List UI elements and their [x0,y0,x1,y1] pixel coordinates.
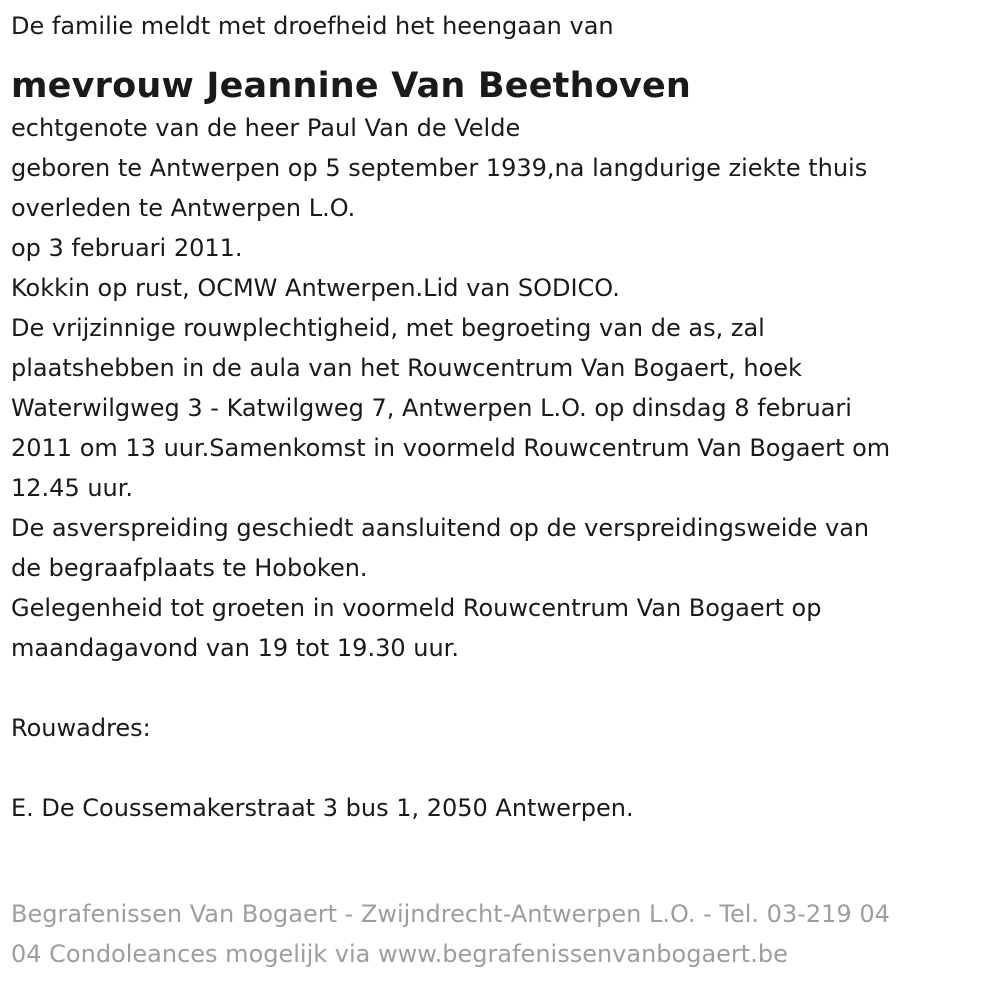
ash-scattering-line: de begraafplaats te Hoboken. [11,554,368,582]
visitation-line: Gelegenheid tot groeten in voormeld Rouwcentrum Van Bogaert op [11,594,822,622]
footer-line: 04 Condoleances mogelijk via www.begrafenissenvanbogaert.be [11,940,788,968]
deceased-name: mevrouw Jeannine Van Beethoven [11,66,692,106]
death-notice [11,6,991,828]
ceremony-line: De vrijzinnige rouwplechtigheid, met begroeting van de as, zal [11,314,765,342]
occupation-line: Kokkin op rust, OCMW Antwerpen.Lid van SODICO. [11,274,620,302]
visitation-line: maandagavond van 19 tot 19.30 uur. [11,634,459,662]
address-label: Rouwadres: [11,714,151,742]
death-date-line: op 3 februari 2011. [11,234,243,262]
ceremony-line: 2011 om 13 uur.Samenkomst in voormeld Rouwcentrum Van Bogaert om [11,434,891,462]
ash-scattering-line: De asverspreiding geschiedt aansluitend op de verspreidingsweide van [11,514,870,542]
ceremony-line: Waterwilgweg 3 - Katwilgweg 7, Antwerpen L.O. op dinsdag 8 februari [11,394,852,422]
funeral-home-footer [11,894,996,974]
ceremony-line: 12.45 uur. [11,474,134,502]
ceremony-line: plaatshebben in de aula van het Rouwcentrum Van Bogaert, hoek [11,354,802,382]
spouse-line: echtgenote van de heer Paul Van de Velde [11,114,521,142]
mourning-address: E. De Coussemakerstraat 3 bus 1, 2050 Antwerpen. [11,794,634,822]
footer-line: Begrafenissen Van Bogaert - Zwijndrecht-Antwerpen L.O. - Tel. 03-219 04 [11,900,890,928]
spacer [11,668,991,708]
death-place-line: overleden te Antwerpen L.O. [11,194,356,222]
spacer [11,748,991,788]
intro-text: De familie meldt met droefheid het heengaan van [11,12,614,40]
notice-body [11,108,991,828]
birth-line: geboren te Antwerpen op 5 september 1939,na langdurige ziekte thuis [11,154,868,182]
